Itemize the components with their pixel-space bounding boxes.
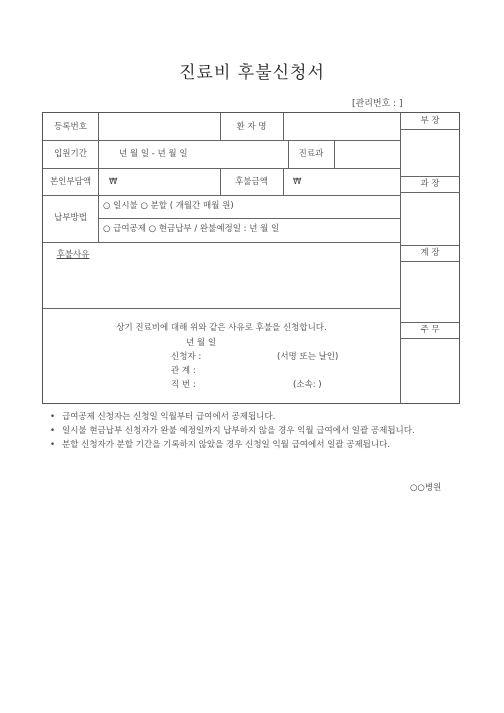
reason-label: 후불사유 bbox=[56, 250, 90, 260]
relation-label: 관 계 : bbox=[171, 366, 196, 376]
row-divider bbox=[43, 242, 400, 243]
page-title: 진료비 후불신청서 bbox=[179, 63, 325, 83]
patient-name-label: 환 자 명 bbox=[236, 122, 267, 132]
self-pay-value: ₩ bbox=[109, 177, 118, 187]
bullet-icon: • bbox=[50, 426, 56, 436]
row-divider bbox=[43, 195, 400, 196]
approval-line bbox=[400, 322, 460, 323]
admission-period-label: 입원기간 bbox=[54, 149, 87, 159]
payment-option-row-1[interactable]: ○ 일시불 ○ 분할 ( 개월간 매월 원) bbox=[103, 201, 234, 211]
department-label: 진료과 bbox=[298, 149, 324, 159]
registration-number-label: 등록번호 bbox=[54, 122, 87, 132]
approval-line bbox=[400, 129, 460, 130]
position-label: 직 번 : bbox=[171, 380, 196, 390]
payment-option-row-2[interactable]: ○ 급여공제 ○ 현금납부 / 완불예정일 : 년 월 일 bbox=[103, 224, 280, 234]
bullet-icon: • bbox=[50, 412, 56, 422]
affiliation-text: (소속: ) bbox=[293, 380, 322, 390]
applicant-label: 신청자 : bbox=[171, 352, 202, 362]
self-pay-label: 본인부담액 bbox=[49, 177, 92, 187]
note-item: • 일시불 현금납부 신청자가 완불 예정일까지 납부하지 않을 경우 익월 급여에서 일괄 공제됩니다. bbox=[50, 426, 415, 436]
col-divider bbox=[283, 113, 284, 140]
applicant-sign: (서명 또는 날인) bbox=[277, 352, 339, 362]
application-form bbox=[42, 112, 460, 404]
deferred-amount-value: ₩ bbox=[293, 177, 302, 187]
approval-line bbox=[400, 176, 460, 177]
row-divider bbox=[43, 168, 400, 169]
col-divider bbox=[283, 168, 284, 195]
deferred-amount-label: 후불금액 bbox=[235, 177, 268, 187]
hospital-name: ○○병원 bbox=[410, 483, 442, 493]
row-divider bbox=[43, 140, 400, 141]
approval-label-manager: 부 장 bbox=[420, 116, 440, 126]
admission-period-value: 년 월 일 - 년 월 일 bbox=[119, 149, 188, 159]
approval-divider bbox=[400, 113, 401, 404]
payment-method-label: 납부방법 bbox=[54, 213, 87, 223]
approval-label-team-lead: 계 장 bbox=[420, 248, 440, 258]
date-line: 년 월 일 bbox=[186, 338, 217, 348]
approval-label-section-chief: 과 장 bbox=[420, 179, 440, 189]
approval-label-officer: 주 무 bbox=[420, 325, 440, 335]
note-item: • 분할 신청자가 분할 기간을 기록하지 않았을 경우 신청일 익월 급여에서 일괄 공제됩니다. bbox=[50, 440, 391, 450]
notes-list bbox=[50, 410, 470, 452]
approval-line bbox=[400, 338, 460, 339]
declaration-text: 상기 진료비에 대해 위와 같은 사유로 후불을 신청합니다. bbox=[116, 323, 327, 333]
approval-line bbox=[400, 245, 460, 246]
approval-line bbox=[400, 261, 460, 262]
management-number: [관리번호 : ] bbox=[352, 99, 403, 109]
note-item: • 급여공제 신청자는 신청일 익월부터 급여에서 공제됩니다. bbox=[50, 412, 276, 422]
col-divider bbox=[334, 140, 335, 168]
payment-divider bbox=[98, 218, 400, 219]
col-divider bbox=[98, 113, 99, 242]
approval-line bbox=[400, 192, 460, 193]
row-divider bbox=[43, 308, 400, 309]
bullet-icon: • bbox=[50, 440, 56, 450]
